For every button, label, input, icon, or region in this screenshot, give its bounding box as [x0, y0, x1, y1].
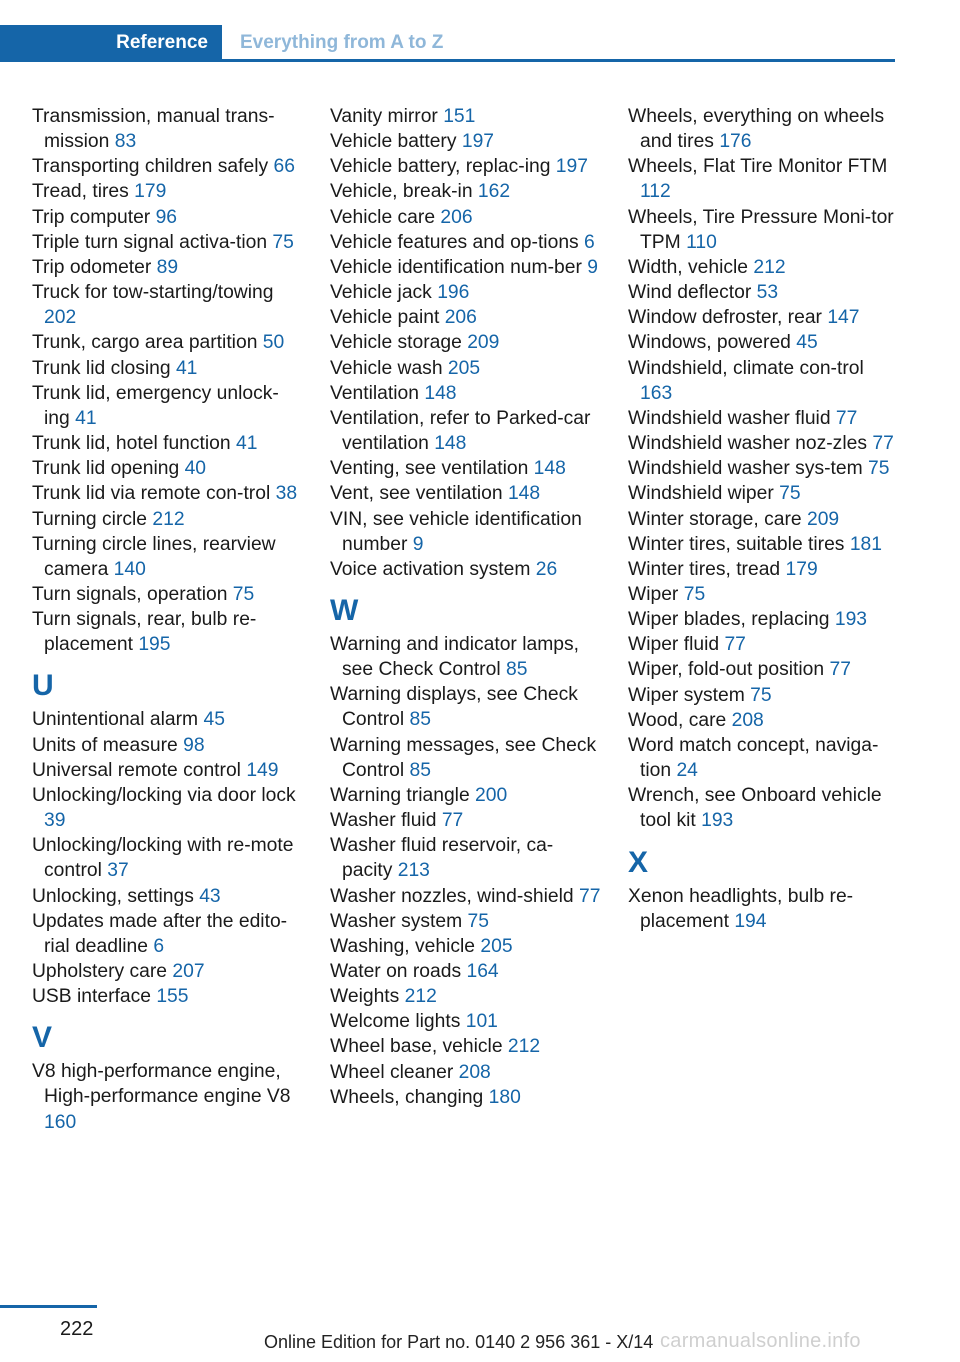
index-entry: [330, 1060, 602, 1085]
index-entry-term: Wiper system: [628, 684, 751, 706]
index-entry: [32, 255, 304, 280]
section-title: Everything from A to Z: [240, 32, 444, 53]
index-entry: [628, 280, 900, 305]
index-entry: [32, 230, 304, 255]
index-entry: [628, 557, 900, 582]
index-entry: [628, 330, 900, 355]
index-entry-term: Welcome lights: [330, 1011, 466, 1033]
index-entry-term: Upholstery care: [32, 961, 173, 982]
index-column-1: [32, 104, 304, 1135]
index-entry: [32, 330, 304, 355]
index-entry: [628, 305, 900, 330]
index-entry-term: Vehicle features and op-tions: [330, 231, 585, 253]
index-entry-term: Vent, see ventilation: [330, 483, 508, 505]
index-entry-term: Ventilation: [330, 382, 425, 404]
page-link[interactable]: 148: [507, 483, 541, 505]
index-entry: [330, 507, 602, 557]
index-entry-term: Transmission, manual trans-mission: [32, 106, 275, 153]
index-entry-term: Vehicle paint: [330, 307, 445, 329]
index-entry: [330, 632, 602, 682]
page-link[interactable]: 209: [467, 332, 500, 354]
index-entry-term: Word match concept, naviga-tion: [628, 734, 879, 782]
index-entry: [32, 431, 304, 456]
index-letter-heading: U: [32, 669, 54, 703]
index-entry-term: Trunk lid, hotel function: [32, 433, 236, 455]
page-link[interactable]: 200: [475, 784, 508, 806]
page-link[interactable]: 212: [404, 986, 437, 1008]
page-link[interactable]: 53: [756, 282, 779, 304]
index-entry: [330, 557, 602, 582]
index-entry-term: Washing, vehicle: [330, 935, 481, 957]
index-entry-term: Trunk lid via remote con-trol: [32, 483, 276, 505]
index-entry-term: Winter storage, care: [628, 508, 807, 530]
index-entry: [628, 607, 900, 632]
index-entry-term: Turning circle: [32, 508, 153, 530]
index-entry-term: Wiper blades, replacing: [628, 609, 835, 631]
page-link[interactable]: 202: [44, 307, 77, 329]
page-link[interactable]: 41: [75, 407, 97, 429]
page-link[interactable]: 212: [753, 256, 786, 278]
page-link[interactable]: 41: [175, 357, 198, 379]
index-entry: [330, 481, 602, 506]
index-entry-term: Warning displays, see Check Control: [330, 684, 578, 731]
index-entry-term: Vehicle battery, replac-ing: [330, 156, 556, 178]
page-link[interactable]: 77: [578, 885, 601, 907]
index-entry: [32, 104, 304, 154]
index-entry-term: Warning and indicator lamps, see Check Control: [330, 633, 579, 681]
page-link[interactable]: 206: [444, 307, 477, 329]
index-entry: [330, 305, 602, 330]
page-link[interactable]: 45: [203, 709, 225, 731]
index-entry-term: Truck for tow-starting/towing: [32, 282, 274, 304]
page-link[interactable]: 101: [465, 1011, 498, 1033]
index-entry: [330, 1085, 602, 1110]
page-link[interactable]: 9: [412, 533, 424, 555]
index-entry: [32, 959, 304, 984]
index-entry-term: Vehicle identification num-ber: [330, 256, 588, 278]
index-entry-term: Window defroster, rear: [628, 307, 828, 329]
index-entry: [32, 984, 304, 1009]
index-entry-term: Unlocking, settings: [32, 885, 200, 907]
index-entry: [330, 255, 602, 280]
page-link[interactable]: 140: [113, 558, 146, 580]
index-entry: [628, 683, 900, 708]
index-entry: [32, 280, 304, 330]
index-entry: [330, 909, 602, 934]
page-link[interactable]: 112: [640, 181, 671, 203]
page-link[interactable]: 6: [153, 935, 165, 957]
index-entry-term: Transporting children safely: [32, 156, 274, 178]
index-entry-term: USB interface: [32, 986, 157, 1008]
index-entry-term: Wheels, changing: [330, 1086, 489, 1108]
page-link[interactable]: 85: [409, 709, 431, 731]
page-link[interactable]: 155: [156, 986, 189, 1008]
page-link[interactable]: 75: [467, 910, 489, 932]
index-entry: [330, 406, 602, 456]
page-link[interactable]: 207: [172, 961, 205, 982]
index-entry: [32, 582, 304, 607]
index-entry-term: Wood, care: [628, 709, 732, 731]
index-entry-term: Trip odometer: [32, 256, 157, 278]
index-entry: [32, 707, 304, 732]
page-link[interactable]: 149: [246, 759, 279, 781]
page-link[interactable]: 195: [138, 634, 171, 656]
index-entry-term: Wheels, Tire Pressure Moni-tor TPM: [628, 206, 894, 253]
index-entry-term: Trunk, cargo area partition: [32, 332, 263, 354]
page-link[interactable]: 9: [587, 256, 598, 278]
index-entry: [32, 481, 304, 506]
index-entry-term: Voice activation system: [330, 558, 536, 580]
index-entry: [330, 934, 602, 959]
index-entry-term: Universal remote control: [32, 759, 247, 781]
page-link[interactable]: 77: [872, 433, 894, 455]
index-entry-term: Warning triangle: [330, 784, 476, 806]
index-entry-term: Updates made after the edito-rial deadline: [32, 910, 288, 957]
page-link[interactable]: 206: [440, 206, 473, 228]
index-entry: [32, 909, 304, 959]
page-link[interactable]: 85: [505, 659, 528, 681]
index-entry: [330, 1034, 602, 1059]
page-link[interactable]: 45: [796, 332, 818, 354]
index-entry: [628, 507, 900, 532]
index-entry: [628, 783, 900, 833]
index-entry: [330, 154, 602, 179]
index-entry-term: Unlocking/locking with re-mote control: [32, 835, 294, 882]
index-entry: [32, 833, 304, 883]
index-entry-term: Winter tires, tread: [628, 558, 786, 580]
index-entry-term: Width, vehicle: [628, 256, 754, 278]
index-entry-term: Warning messages, see Check Control: [330, 734, 597, 781]
page-link[interactable]: 208: [458, 1061, 491, 1083]
page-link[interactable]: 24: [676, 760, 698, 782]
index-entry-term: Trunk lid, emergency unlock-ing: [32, 382, 279, 429]
index-entry: [32, 154, 304, 179]
page-link[interactable]: 147: [827, 307, 860, 329]
page-link[interactable]: 98: [183, 734, 205, 756]
index-entry-term: Wiper, fold-out position: [628, 659, 830, 681]
index-letter-heading: X: [628, 845, 649, 879]
index-entry: [330, 330, 602, 355]
index-entry-term: Turning circle lines, rearview camera: [32, 533, 276, 580]
page-link[interactable]: 181: [849, 533, 882, 555]
watermark: carmanualsonline.info: [660, 1330, 861, 1352]
index-entry: [32, 356, 304, 381]
index-entry: [330, 783, 602, 808]
page-link[interactable]: 179: [134, 181, 167, 203]
index-entry-term: Water on roads: [330, 961, 467, 982]
index-entry-term: Tread, tires: [32, 181, 135, 203]
header-rule: [0, 59, 895, 62]
index-entry-term: Vehicle care: [330, 206, 441, 228]
page-link[interactable]: 26: [535, 558, 558, 580]
index-entry-term: Vehicle jack: [330, 282, 438, 304]
page-link[interactable]: 213: [397, 860, 430, 882]
index-entry-term: Vehicle battery: [330, 131, 462, 153]
index-entry: [628, 884, 900, 934]
edition-note: Online Edition for Part no. 0140 2 956 361 - X/14: [264, 1332, 654, 1352]
index-entry: [628, 657, 900, 682]
index-entry: [628, 456, 900, 481]
index-entry-term: Ventilation, refer to Parked-car ventilation: [330, 407, 591, 455]
index-entry-term: Washer nozzles, wind-shield: [330, 885, 579, 907]
page-link[interactable]: 162: [477, 181, 511, 203]
page-link[interactable]: 193: [834, 609, 868, 631]
page-link[interactable]: 75: [750, 684, 772, 706]
index-entry: [330, 808, 602, 833]
page-link[interactable]: 180: [488, 1086, 521, 1108]
page-link[interactable]: 208: [731, 709, 764, 731]
page-link[interactable]: 40: [184, 458, 207, 480]
page-link[interactable]: 148: [533, 458, 566, 480]
index-entry-term: VIN, see vehicle identification number: [330, 508, 582, 555]
page-link[interactable]: 164: [466, 961, 499, 982]
index-entry: [32, 532, 304, 582]
index-entry: [330, 356, 602, 381]
index-entry-term: Washer fluid: [330, 810, 442, 832]
index-entry: [628, 255, 900, 280]
index-entry: [32, 507, 304, 532]
page-link[interactable]: 205: [447, 357, 481, 379]
page-link[interactable]: 148: [434, 433, 467, 455]
index-entry: [32, 733, 304, 758]
index-entry-term: Weights: [330, 986, 405, 1008]
index-entry-term: V8 high-performance engine, High-performance engine V8: [32, 1061, 291, 1108]
page-link[interactable]: 205: [480, 935, 513, 957]
page-number: 222: [60, 1318, 94, 1340]
page-link[interactable]: 75: [683, 583, 706, 605]
index-entry: [330, 1009, 602, 1034]
index-entry: [330, 280, 602, 305]
index-entry-term: Wiper fluid: [628, 634, 725, 656]
index-entry-term: Wrench, see Onboard vehicle tool kit: [628, 785, 882, 832]
index-entry: [32, 205, 304, 230]
tab-reference[interactable]: Reference: [0, 25, 222, 61]
index-letter-heading: V: [32, 1021, 53, 1055]
page-link[interactable]: 176: [719, 131, 752, 153]
page-link[interactable]: 66: [273, 156, 295, 178]
index-entry: [330, 129, 602, 154]
index-entry: [330, 456, 602, 481]
page-link[interactable]: 194: [734, 910, 767, 932]
page-link[interactable]: 196: [437, 282, 470, 304]
page-link[interactable]: 41: [236, 433, 258, 455]
index-entry: [32, 456, 304, 481]
index-entry-term: Venting, see ventilation: [330, 458, 534, 480]
page-link[interactable]: 50: [262, 332, 285, 354]
index-column-3: [628, 104, 900, 934]
page-link[interactable]: 160: [44, 1111, 77, 1133]
index-entry-term: Windows, powered: [628, 332, 797, 354]
index-entry: [330, 884, 602, 909]
index-entry: [628, 104, 900, 154]
page-link[interactable]: 39: [44, 810, 66, 832]
page-link[interactable]: 212: [507, 1036, 541, 1058]
index-entry-term: Vehicle storage: [330, 332, 468, 354]
index-entry: [32, 607, 304, 657]
index-entry-term: Turn signals, operation: [32, 583, 233, 605]
index-entry: [628, 708, 900, 733]
index-entry-term: Wiper: [628, 583, 684, 605]
index-entry-term: Wheels, Flat Tire Monitor FTM: [628, 156, 888, 178]
index-entry-term: Windshield washer noz-zles: [628, 433, 873, 455]
index-entry: [32, 884, 304, 909]
index-entry: [330, 959, 602, 984]
index-entry-term: Vehicle, break-in: [330, 181, 478, 203]
index-entry-term: Windshield wiper: [628, 483, 780, 505]
index-entry: [628, 406, 900, 431]
index-entry: [330, 833, 602, 883]
index-entry-term: Wheels, everything on wheels and tires: [628, 106, 885, 153]
page-link[interactable]: 6: [584, 231, 595, 253]
page-link[interactable]: 83: [114, 131, 137, 153]
page-link[interactable]: 38: [275, 483, 298, 505]
page-link[interactable]: 148: [424, 382, 457, 404]
index-column-2: [330, 104, 602, 1110]
index-entry: [32, 1059, 304, 1134]
page-link[interactable]: 197: [461, 131, 495, 153]
index-entry-term: Washer system: [330, 910, 468, 932]
header: [0, 25, 895, 61]
index-entry: [628, 481, 900, 506]
page-link[interactable]: 209: [806, 508, 840, 530]
page-link[interactable]: 197: [555, 156, 588, 178]
index-entry-term: Turn signals, rear, bulb re-placement: [32, 609, 257, 656]
page-link[interactable]: 77: [724, 634, 746, 656]
index-entry-term: Vanity mirror: [330, 106, 444, 127]
index-entry: [32, 179, 304, 204]
index-entry-term: Winter tires, suitable tires: [628, 533, 850, 555]
footer-rule: [0, 1305, 97, 1308]
page-link[interactable]: 212: [152, 508, 185, 530]
page-link[interactable]: 77: [835, 407, 858, 429]
index-entry: [330, 682, 602, 732]
index-entry-term: Windshield washer sys-tem: [628, 458, 869, 480]
page-link[interactable]: 43: [199, 885, 221, 907]
index-entry: [330, 381, 602, 406]
page-link[interactable]: 37: [107, 860, 129, 882]
page-link[interactable]: 163: [640, 382, 673, 404]
index-entry: [32, 783, 304, 833]
page-link[interactable]: 193: [701, 810, 734, 832]
page-link[interactable]: 151: [443, 106, 476, 127]
index-entry: [628, 205, 900, 255]
page-link[interactable]: 89: [156, 256, 179, 278]
index-entry-term: Wheel cleaner: [330, 1061, 459, 1083]
index-entry-term: Trunk lid closing: [32, 357, 176, 379]
page-link[interactable]: 75: [272, 231, 294, 253]
index-entry-term: Triple turn signal activa-tion: [32, 231, 273, 253]
index-entry: [330, 179, 602, 204]
index-entry: [628, 582, 900, 607]
page-link[interactable]: 75: [232, 583, 255, 605]
page-link[interactable]: 96: [155, 206, 178, 228]
index-entry-term: Windshield washer fluid: [628, 407, 836, 429]
index-entry-term: Unlocking/locking via door lock: [32, 784, 296, 806]
index-entry-term: Windshield, climate con-trol: [628, 357, 864, 379]
index-entry: [628, 154, 900, 204]
index-entry: [628, 356, 900, 406]
index-entry: [330, 984, 602, 1009]
page-link[interactable]: 75: [868, 458, 890, 480]
index-entry-term: Washer fluid reservoir, ca-pacity: [330, 835, 554, 882]
index-entry: [32, 758, 304, 783]
index-entry-term: Unintentional alarm: [32, 709, 204, 731]
index-entry-term: Trunk lid opening: [32, 458, 185, 480]
page-link[interactable]: 75: [779, 483, 801, 505]
index-entry-term: Units of measure: [32, 734, 184, 756]
index-entry-term: Wind deflector: [628, 282, 757, 304]
index-entry-term: Wheel base, vehicle: [330, 1036, 508, 1058]
page-link[interactable]: 179: [785, 558, 818, 580]
index-entry-term: Xenon headlights, bulb re-placement: [628, 885, 854, 932]
index-entry-term: Trip computer: [32, 206, 156, 228]
index-entry: [330, 104, 602, 129]
index-entry: [628, 733, 900, 783]
page-link[interactable]: 77: [829, 659, 851, 681]
index-entry: [628, 632, 900, 657]
index-entry: [330, 205, 602, 230]
index-entry: [330, 733, 602, 783]
page-link[interactable]: 77: [441, 810, 464, 832]
index-letter-heading: W: [330, 593, 359, 627]
page-link[interactable]: 110: [686, 231, 717, 253]
index-entry: [330, 230, 602, 255]
index-entry: [32, 381, 304, 431]
index-entry: [628, 431, 900, 456]
index-entry-term: Vehicle wash: [330, 357, 448, 379]
page-link[interactable]: 85: [409, 759, 431, 781]
index-entry: [628, 532, 900, 557]
